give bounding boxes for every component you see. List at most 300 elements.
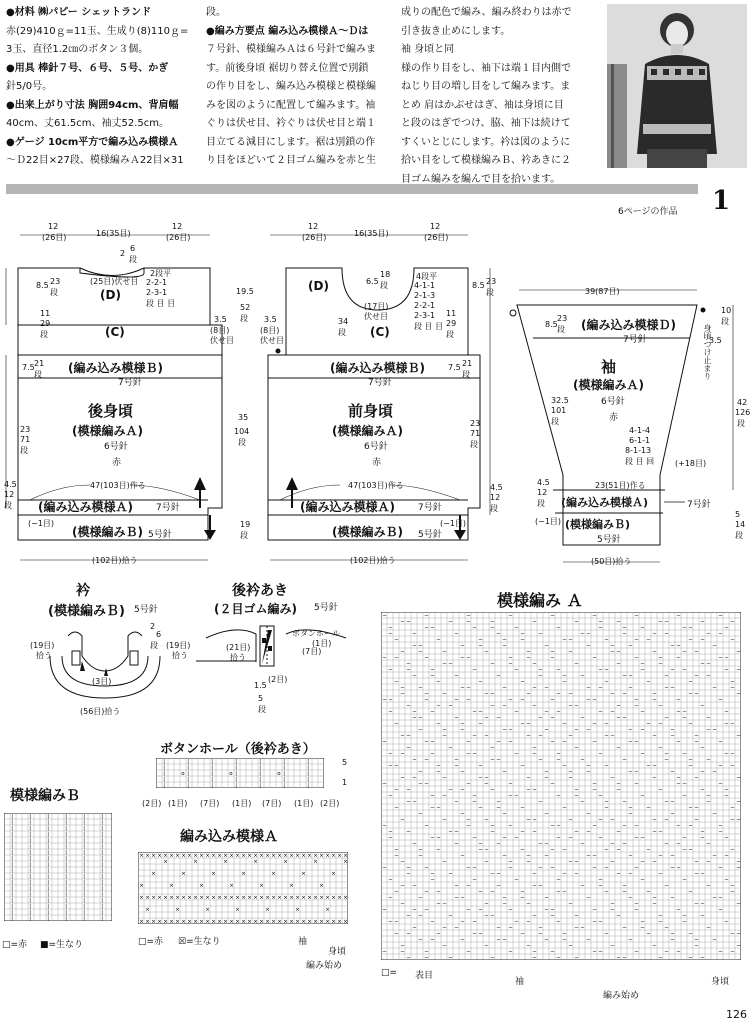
svg-text:−: − (682, 877, 687, 884)
svg-text:−: − (706, 631, 711, 638)
svg-text:−: − (598, 817, 603, 824)
svg-text:−: − (550, 949, 555, 956)
svg-text:−: − (718, 697, 723, 704)
svg-text:−: − (670, 865, 675, 872)
svg-text:|: | (235, 759, 238, 766)
svg-text:−: − (490, 787, 495, 794)
svg-text:−: − (652, 817, 657, 824)
svg-text:−: − (634, 865, 639, 872)
svg-text:|: | (101, 856, 104, 863)
svg-text:|: | (101, 814, 104, 821)
svg-text:−: − (400, 775, 405, 782)
svg-text:−: − (700, 871, 705, 878)
svg-text:|: | (211, 777, 214, 784)
svg-text:−: − (658, 829, 663, 836)
svg-text:−: − (586, 631, 591, 638)
svg-text:×: × (211, 895, 216, 902)
svg-text:−: − (736, 649, 741, 656)
svg-text:−: − (550, 847, 555, 854)
svg-text:−: − (682, 847, 687, 854)
svg-text:|: | (211, 783, 214, 788)
svg-text:×: × (277, 853, 282, 860)
svg-text:−: − (616, 955, 621, 960)
svg-text:−: − (724, 877, 729, 884)
svg-text:−: − (688, 679, 693, 686)
svg-text:−: − (436, 769, 441, 776)
svg-text:−: − (460, 769, 465, 776)
svg-text:−: − (586, 829, 591, 836)
svg-text:−: − (388, 919, 393, 926)
finishing-line: 袖 身頃と同 (401, 44, 455, 55)
svg-text:−: − (478, 847, 483, 854)
svg-text:−: − (460, 655, 465, 662)
svg-text:×: × (295, 895, 300, 902)
svg-text:−: − (574, 925, 579, 932)
svg-text:−: − (442, 661, 447, 668)
svg-text:−: − (556, 919, 561, 926)
svg-text:×: × (247, 853, 252, 860)
svg-text:×: × (301, 871, 306, 878)
svg-text:−: − (466, 751, 471, 758)
svg-text:−: − (436, 805, 441, 812)
svg-text:−: − (640, 835, 645, 842)
svg-text:−: − (430, 805, 435, 812)
svg-text:|: | (65, 862, 68, 869)
svg-text:−: − (382, 697, 387, 704)
svg-text:×: × (343, 919, 348, 924)
svg-text:−: − (472, 865, 477, 872)
svg-text:−: − (454, 841, 459, 848)
svg-text:−: − (550, 865, 555, 872)
svg-text:−: − (424, 613, 429, 620)
svg-text:−: − (382, 781, 387, 788)
svg-text:−: − (622, 799, 627, 806)
svg-text:×: × (211, 871, 216, 878)
svg-text:−: − (646, 679, 651, 686)
svg-text:|: | (29, 832, 32, 839)
svg-text:−: − (556, 877, 561, 884)
svg-text:×: × (139, 883, 144, 890)
svg-text:−: − (406, 931, 411, 938)
svg-text:×: × (217, 895, 222, 902)
svg-text:|: | (47, 814, 50, 821)
svg-text:−: − (556, 955, 561, 960)
svg-text:−: − (622, 883, 627, 890)
svg-text:−: − (502, 727, 507, 734)
svg-text:−: − (628, 895, 633, 902)
svg-text:−: − (598, 919, 603, 926)
svg-text:×: × (319, 895, 324, 902)
svg-text:|: | (235, 777, 238, 784)
svg-text:−: − (472, 625, 477, 632)
svg-text:×: × (319, 883, 324, 890)
svg-text:−: − (400, 691, 405, 698)
svg-text:×: × (307, 919, 312, 924)
svg-text:|: | (101, 910, 104, 917)
svg-text:−: − (406, 871, 411, 878)
svg-text:−: − (706, 793, 711, 800)
svg-text:−: − (694, 733, 699, 740)
svg-text:|: | (11, 916, 14, 921)
svg-text:−: − (610, 649, 615, 656)
svg-text:−: − (406, 661, 411, 668)
svg-text:−: − (538, 667, 543, 674)
svg-text:−: − (550, 823, 555, 830)
pattern-a-section: 模様編み Ａ − − − − − − − − − − − − − − − − − − − − − − − − − − − − − − − − − − − − − − − − − − − − − − − − − − − − − − − − − − − − − − − − − − − − − − − − − − − − − − − − − − − − − − − − − − − − − − − − − − − − − − − − − − − − − − − − − − − − − − − − − − − − − − − − − − − − − − − − − − − − − − − − − − − − − − − − − − − − − − − − − − − − − − − − − − − − − − − − − − − − − − − − − − − − − − − − − − − − − − − − − − − − − − − − − − − − − − − − − − − − − − − − − − − − − − − − − − − − − − − − − − − − − − − − − − − − − − − − − − − − − − − − − − − − − − − − − − − − − − − − − − − − − − − − − − − − − − − − − − − − − − − − − − − − − − − − − − − − − − − − − − − − − − − − − − − − − − − − − − − − − − − − − − − − − − − − − − − − − − − − − − − − − − − − − − − − − − − − − − − − − − − − − − − − − − − − − − − − − − − − − − − − − − − − − − − − − − − − − − − − − − − − − − − − − − − − − − − − − − − − − − − − − − − − − − − − − − − − − − − − − − − − − − − − − − − − − − − − − − − − − − − − − − − − − − − − − − − − − − − − − − − − − − − − − − − − − − − − − − − − − − − − − − − − − − − − − − − − − − − − − − − − − − − − − − − − − − − − − − − − − − − − − − − − − − − − − − − − − − − − − − − − − − − − − − − − − − − − − − − − − − − − − − − − − − − − − − − − − − − − − − − − − − − − − − − − − − − − − − − − − − − − − − − − − − − − − − − − − − − − − − − − − − − − − − − − − − − − − − − − − − − − − − − − − − − − − − − − − − − − − − − − − − − − − − − − − − − − − − − − − − − − − − − − − − − − − − − − − □= 表目 袖 身頃 編み始め (375, 588, 750, 1018)
svg-text:×: × (259, 919, 264, 924)
svg-text:−: − (490, 619, 495, 626)
svg-text:−: − (676, 613, 681, 620)
svg-text:×: × (277, 895, 282, 902)
svg-text:×: × (151, 853, 156, 860)
svg-text:−: − (670, 733, 675, 740)
materials-line: 針5/0号。 (6, 81, 53, 92)
svg-text:−: − (424, 907, 429, 914)
svg-text:−: − (442, 943, 447, 950)
svg-text:−: − (676, 781, 681, 788)
svg-text:−: − (580, 757, 585, 764)
svg-text:−: − (604, 889, 609, 896)
svg-text:−: − (484, 901, 489, 908)
svg-text:−: − (400, 649, 405, 656)
svg-text:−: − (700, 955, 705, 960)
svg-text:−: − (634, 613, 639, 620)
svg-text:×: × (235, 853, 240, 860)
svg-text:|: | (29, 856, 32, 863)
pattern-b-title: 模様編みＢ (10, 788, 80, 804)
svg-text:×: × (151, 871, 156, 878)
svg-text:−: − (724, 919, 729, 926)
svg-text:×: × (217, 919, 222, 924)
svg-text:−: − (682, 835, 687, 842)
svg-text:−: − (718, 895, 723, 902)
svg-text:|: | (101, 874, 104, 881)
svg-text:−: − (382, 655, 387, 662)
svg-text:−: − (688, 763, 693, 770)
svg-text:−: − (568, 649, 573, 656)
svg-text:−: − (580, 925, 585, 932)
svg-text:−: − (424, 781, 429, 788)
svg-text:−: − (664, 757, 669, 764)
svg-text:−: − (436, 931, 441, 938)
svg-text:|: | (11, 904, 14, 911)
svg-text:−: − (424, 655, 429, 662)
svg-text:×: × (337, 853, 342, 860)
svg-text:|: | (83, 910, 86, 917)
svg-text:−: − (550, 697, 555, 704)
svg-text:−: − (406, 865, 411, 872)
svg-text:−: − (724, 787, 729, 794)
svg-text:−: − (664, 841, 669, 848)
svg-text:−: − (736, 775, 741, 782)
svg-text:−: − (700, 769, 705, 776)
svg-text:−: − (478, 637, 483, 644)
svg-text:−: − (634, 703, 639, 710)
svg-text:−: − (436, 847, 441, 854)
svg-text:−: − (628, 673, 633, 680)
svg-text:|: | (11, 862, 14, 869)
svg-text:×: × (169, 853, 174, 860)
svg-text:−: − (610, 643, 615, 650)
svg-text:−: − (508, 949, 513, 956)
svg-text:−: − (424, 955, 429, 960)
svg-text:|: | (65, 820, 68, 827)
svg-text:−: − (676, 823, 681, 830)
svg-text:−: − (640, 877, 645, 884)
svg-text:−: − (544, 709, 549, 716)
materials-line: 〜Ｄ22目×27段、模様編みＡ22目×31 (6, 155, 184, 166)
svg-text:|: | (259, 759, 262, 766)
svg-text:−: − (688, 889, 693, 896)
svg-text:−: − (406, 745, 411, 752)
svg-text:−: − (490, 871, 495, 878)
collar-diagram: 衿 (模様編みＢ) 5号針 2 6 段 (19目) 拾う (19目) 拾う (3目) (56目)拾う (30, 580, 210, 730)
svg-text:−: − (496, 871, 501, 878)
svg-text:|: | (65, 838, 68, 845)
svg-text:−: − (646, 847, 651, 854)
svg-text:|: | (101, 832, 104, 839)
svg-text:−: − (604, 847, 609, 854)
svg-text:−: − (550, 613, 555, 620)
svg-text:×: × (289, 919, 294, 924)
svg-text:−: − (490, 625, 495, 632)
svg-text:−: − (610, 943, 615, 950)
svg-text:−: − (502, 685, 507, 692)
svg-text:−: − (628, 937, 633, 944)
svg-text:−: − (676, 949, 681, 956)
svg-text:−: − (448, 829, 453, 836)
back-neck-opening-diagram: 後衿あき (２目ゴム編み) 5号針 ボタンホール (1目) (21目) 拾う (7目) (2目) 1.5 5 段 (196, 580, 371, 720)
svg-text:×: × (325, 895, 330, 902)
svg-text:−: − (532, 913, 537, 920)
svg-text:−: − (682, 793, 687, 800)
svg-text:−: − (706, 859, 711, 866)
svg-text:−: − (562, 721, 567, 728)
svg-text:−: − (598, 883, 603, 890)
svg-text:−: − (454, 895, 459, 902)
svg-text:|: | (29, 886, 32, 893)
svg-text:−: − (646, 763, 651, 770)
svg-text:−: − (550, 655, 555, 662)
svg-text:−: − (682, 919, 687, 926)
svg-text:−: − (478, 931, 483, 938)
svg-text:−: − (574, 727, 579, 734)
svg-text:−: − (508, 865, 513, 872)
svg-text:−: − (568, 733, 573, 740)
svg-text:−: − (622, 715, 627, 722)
svg-text:−: − (526, 943, 531, 950)
svg-text:−: − (724, 751, 729, 758)
svg-text:−: − (562, 871, 567, 878)
svg-text:−: − (568, 859, 573, 866)
svg-text:−: − (544, 727, 549, 734)
svg-text:−: − (616, 649, 621, 656)
svg-text:−: − (616, 703, 621, 710)
svg-text:−: − (544, 895, 549, 902)
svg-text:−: − (400, 751, 405, 758)
svg-text:−: − (592, 781, 597, 788)
svg-text:−: − (460, 787, 465, 794)
svg-text:−: − (412, 907, 417, 914)
svg-text:−: − (436, 679, 441, 686)
svg-text:|: | (11, 838, 14, 845)
svg-text:|: | (29, 880, 32, 887)
svg-text:−: − (406, 829, 411, 836)
svg-text:−: − (658, 703, 663, 710)
svg-text:×: × (187, 853, 192, 860)
svg-text:|: | (187, 777, 190, 784)
svg-text:×: × (169, 895, 174, 902)
svg-text:−: − (652, 775, 657, 782)
svg-text:−: − (562, 937, 567, 944)
svg-text:−: − (550, 739, 555, 746)
svg-text:−: − (538, 757, 543, 764)
svg-text:|: | (11, 874, 14, 881)
svg-text:×: × (325, 907, 330, 914)
svg-text:−: − (556, 793, 561, 800)
svg-text:×: × (163, 859, 168, 866)
svg-text:×: × (151, 895, 156, 902)
materials-line: 40cm、丈61.5cm、袖丈52.5cm。 (6, 118, 169, 129)
svg-text:−: − (496, 883, 501, 890)
svg-text:−: − (736, 691, 741, 698)
svg-text:×: × (145, 919, 150, 924)
svg-text:−: − (490, 661, 495, 668)
svg-text:−: − (610, 841, 615, 848)
svg-text:×: × (181, 853, 186, 860)
svg-text:×: × (157, 853, 162, 860)
svg-text:|: | (47, 916, 50, 921)
svg-text:−: − (616, 715, 621, 722)
svg-text:−: − (562, 637, 567, 644)
svg-text:×: × (205, 907, 210, 914)
svg-text:−: − (526, 733, 531, 740)
instructions-column (206, 4, 394, 171)
svg-text:−: − (610, 733, 615, 740)
svg-text:|: | (101, 820, 104, 827)
pattern-b-grid (4, 813, 110, 923)
svg-text:−: − (508, 655, 513, 662)
svg-text:−: − (412, 883, 417, 890)
svg-text:−: − (586, 643, 591, 650)
svg-text:−: − (574, 871, 579, 878)
svg-text:−: − (718, 823, 723, 830)
svg-text:|: | (187, 783, 190, 788)
svg-text:−: − (394, 763, 399, 770)
svg-text:−: − (412, 841, 417, 848)
svg-text:−: − (700, 703, 705, 710)
svg-text:−: − (628, 727, 633, 734)
svg-text:−: − (598, 709, 603, 716)
svg-text:×: × (199, 883, 204, 890)
svg-text:×: × (283, 895, 288, 902)
svg-text:−: − (478, 643, 483, 650)
svg-text:−: − (724, 835, 729, 842)
svg-text:−: − (688, 823, 693, 830)
svg-text:×: × (325, 853, 330, 860)
svg-text:−: − (418, 781, 423, 788)
svg-text:−: − (658, 955, 663, 960)
materials-line: 赤(29)410ｇ=11玉、生成り(8)110ｇ= (6, 25, 189, 37)
svg-text:−: − (454, 799, 459, 806)
svg-text:−: − (454, 757, 459, 764)
svg-text:−: − (676, 697, 681, 704)
svg-text:×: × (259, 853, 264, 860)
svg-text:−: − (478, 721, 483, 728)
svg-text:|: | (83, 880, 86, 887)
svg-text:−: − (610, 817, 615, 824)
svg-text:−: − (508, 613, 513, 620)
buttonhole-grid (156, 758, 326, 788)
svg-text:×: × (211, 919, 216, 924)
svg-text:−: − (526, 649, 531, 656)
svg-text:−: − (460, 895, 465, 902)
svg-text:−: − (598, 949, 603, 956)
svg-text:−: − (418, 727, 423, 734)
materials-line: ●用具 棒針７号、６号、５号、かぎ (6, 62, 169, 74)
svg-text:−: − (664, 715, 669, 722)
svg-text:|: | (283, 783, 286, 788)
svg-text:−: − (730, 679, 735, 686)
svg-text:−: − (424, 691, 429, 698)
svg-text:|: | (29, 910, 32, 917)
svg-text:−: − (454, 631, 459, 638)
svg-text:|: | (101, 862, 104, 869)
svg-text:−: − (472, 919, 477, 926)
svg-text:o: o (277, 771, 281, 778)
svg-text:−: − (610, 709, 615, 716)
svg-text:−: − (526, 787, 531, 794)
svg-text:|: | (65, 880, 68, 887)
svg-text:|: | (83, 898, 86, 905)
svg-text:×: × (283, 853, 288, 860)
svg-text:−: − (664, 631, 669, 638)
svg-text:|: | (101, 904, 104, 911)
svg-text:−: − (694, 805, 699, 812)
svg-text:×: × (235, 919, 240, 924)
svg-text:−: − (688, 625, 693, 632)
svg-text:|: | (29, 838, 32, 845)
svg-text:×: × (241, 871, 246, 878)
svg-text:−: − (580, 715, 585, 722)
svg-text:−: − (592, 721, 597, 728)
svg-text:−: − (520, 829, 525, 836)
svg-text:−: − (538, 715, 543, 722)
svg-text:−: − (514, 835, 519, 842)
finishing-line: 目ゴム編みを編んで目を拾います。 (401, 173, 561, 185)
svg-text:−: − (652, 691, 657, 698)
svg-text:−: − (652, 901, 657, 908)
svg-text:×: × (271, 895, 276, 902)
svg-text:−: − (730, 949, 735, 956)
svg-text:|: | (65, 856, 68, 863)
svg-text:−: − (532, 949, 537, 956)
svg-text:−: − (706, 715, 711, 722)
svg-text:×: × (331, 853, 336, 860)
svg-text:×: × (325, 919, 330, 924)
svg-text:|: | (11, 820, 14, 827)
svg-text:×: × (313, 919, 318, 924)
svg-text:−: − (658, 787, 663, 794)
svg-text:−: − (724, 721, 729, 728)
svg-text:−: − (622, 889, 627, 896)
svg-text:−: − (382, 865, 387, 872)
svg-text:−: − (706, 727, 711, 734)
svg-text:−: − (712, 937, 717, 944)
finishing-line: すくいとじにします。衿は図のように (401, 136, 571, 148)
svg-text:−: − (736, 733, 741, 740)
svg-text:−: − (502, 937, 507, 944)
